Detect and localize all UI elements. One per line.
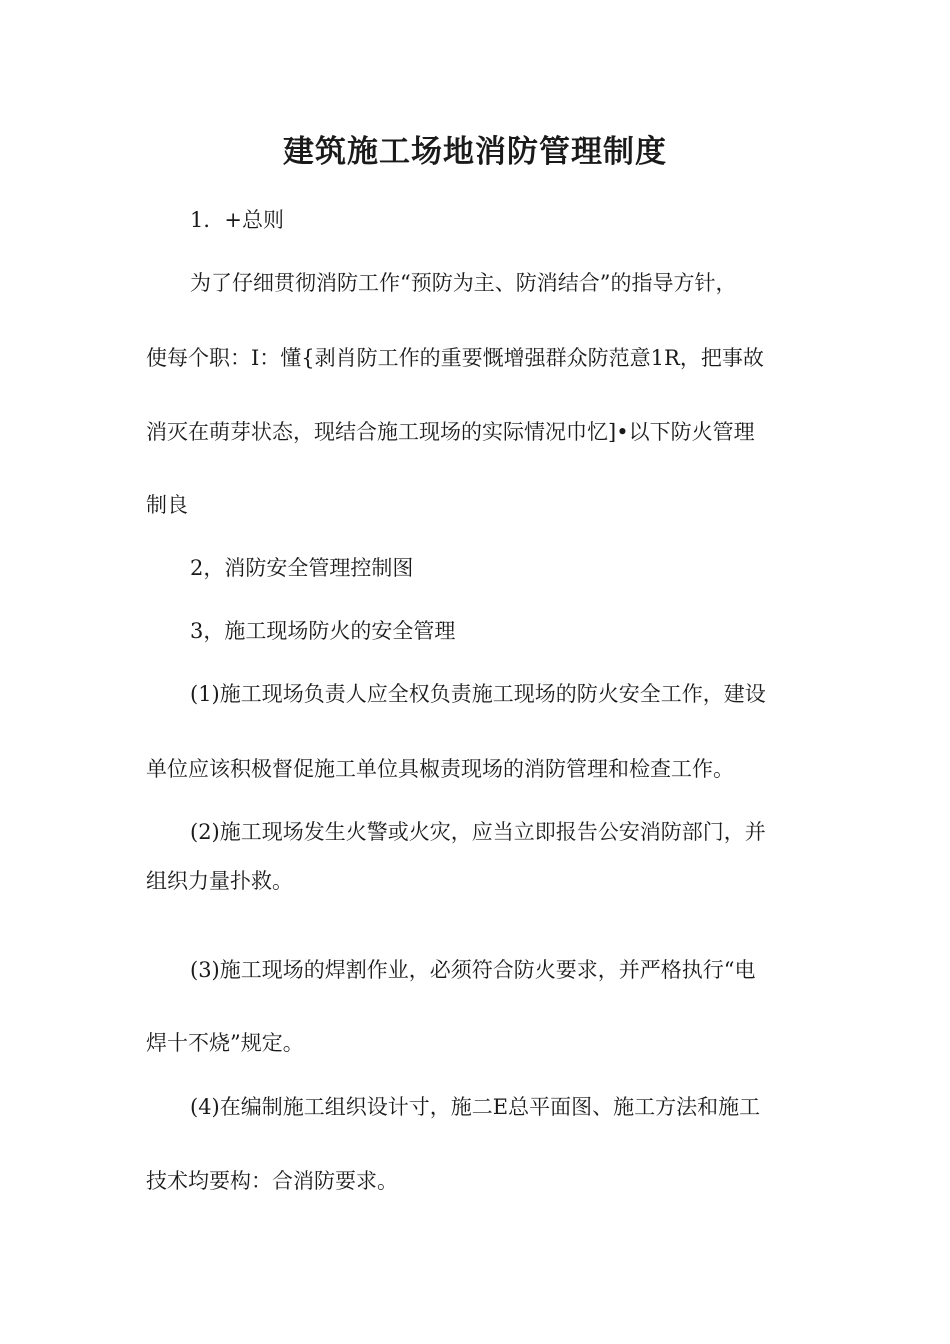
paragraph-line: 使每个职：I：懂{剥肖防工作的重要慨增强群众防范意1R，把事故 bbox=[146, 346, 764, 370]
section-heading-general: 1．+总则 bbox=[190, 208, 284, 232]
paragraph-line: 组织力量扑救。 bbox=[146, 869, 293, 893]
paragraph-line: (1)施工现场负责人应全权负责施工现场的防火安全工作，建设 bbox=[190, 682, 766, 706]
paragraph-line: (3)施工现场的焊割作业，必须符合防火要求，并严格执行“电 bbox=[190, 958, 756, 982]
paragraph-line: 技术均要构：合消防要求。 bbox=[146, 1169, 398, 1193]
document-title: 建筑施工场地消防管理制度 bbox=[283, 134, 667, 170]
paragraph-line: 为了仔细贯彻消防工作“预防为主、防消结合”的指导方针， bbox=[190, 271, 737, 295]
paragraph-line: 焊十不烧”规定。 bbox=[146, 1031, 304, 1055]
paragraph-line: (2)施工现场发生火警或火灾，应当立即报告公安消防部门，并 bbox=[190, 820, 766, 844]
paragraph-line: 消灭在萌芽状态，现结合施工现场的实际情况巾忆]•以下防火管理 bbox=[146, 420, 755, 444]
paragraph-line: (4)在编制施工组织设计寸，施二E总平面图、施工方法和施工 bbox=[190, 1095, 761, 1119]
section-heading-control-chart: 2，消防安全管理控制图 bbox=[190, 556, 414, 580]
paragraph-line: 单位应该积极督促施工单位具椒责现场的消防管理和检查工作。 bbox=[146, 757, 734, 781]
section-heading-fire-safety: 3，施工现场防火的安全管理 bbox=[190, 619, 456, 643]
paragraph-line: 制良 bbox=[146, 493, 188, 517]
